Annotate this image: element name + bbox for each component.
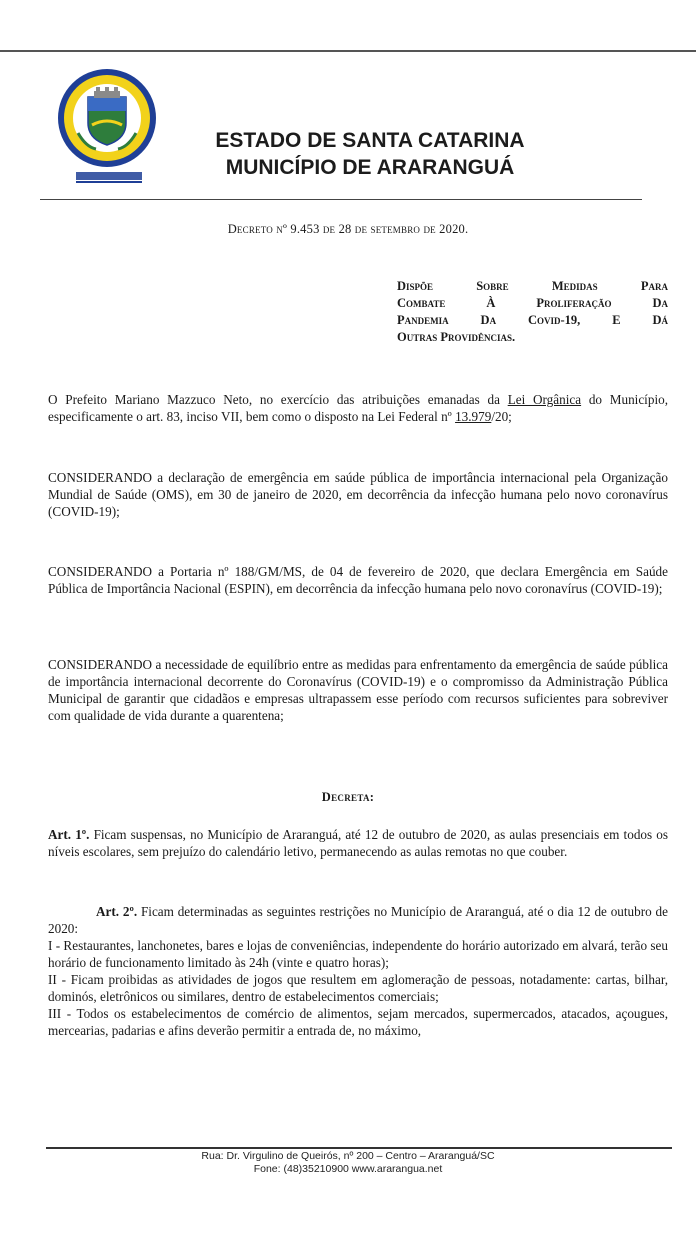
lei-organica-link[interactable]: Lei Orgânica <box>507 392 582 407</box>
footer-contact: Fone: (48)35210900 www.ararangua.net <box>253 1163 443 1175</box>
considerando-portaria <box>48 563 668 597</box>
text: do Município, especificamente o art. 83, inciso VII, bem como o disposto na Lei Federal nº <box>48 392 668 424</box>
article-text: Ficam suspensas, no Município de Araranguá, até 12 de outubro de 2020, as aulas presenciais em todos os níveis escolares, sem prejuízo do calendário letivo, permanecendo as aulas remotas no que couber. <box>48 827 668 859</box>
summary-line: Outras Providências. <box>397 330 516 344</box>
article-item: I - Restaurantes, lanchonetes, bares e lojas de conveniências, independente do horário autorizado em alvará, terão seu horário de funcionamento limitado às 24h (vinte e quatro horas); <box>48 938 668 970</box>
paragraph-text: CONSIDERANDO a declaração de emergência em saúde pública de importância internacional pela Organização Mundial de Saúde (OMS), em 30 de janeiro de 2020, em decorrência da infecção humana pelo novo coronavírus (COVID-19); <box>48 470 668 519</box>
state-name: ESTADO DE SANTA CATARINA <box>215 129 525 152</box>
lei-federal-link[interactable]: 13.979 <box>455 409 492 424</box>
article-1 <box>48 826 668 860</box>
considerando-equilibrio <box>48 656 668 724</box>
article-2 <box>48 903 668 1039</box>
article-label: Art. 1º. <box>48 827 90 842</box>
article-label: Art. 2º. <box>96 904 138 919</box>
paragraph-text: CONSIDERANDO a Portaria nº 188/GM/MS, de 04 de fevereiro de 2020, que declara Emergência em Saúde Pública de Importância Nacional (ESPIN), em decorrência da infecção humana pelo novo coronavírus (COVID-19); <box>48 564 668 596</box>
top-border <box>0 50 696 52</box>
decreta-heading: Decreta: <box>321 790 375 804</box>
text: O Prefeito Mariano Mazzuco Neto, no exercício das atribuições emanadas da <box>48 392 508 407</box>
considerando-oms <box>48 469 668 520</box>
summary-line: Pandemia Da Covid-19, E Dá <box>397 313 668 327</box>
text: /20; <box>491 409 512 424</box>
seal-caption-mark <box>76 170 142 184</box>
municipal-seal-icon <box>56 67 158 169</box>
article-item: II - Ficam proibidas as atividades de jogos que resultem em aglomeração de pessoas, notadamente: cartas, bilhar, dominós, eletrônicos ou similares, dentro de estabelecimentos comerciais; <box>48 972 668 1004</box>
summary-line: Combate À Proliferação Da <box>397 296 668 310</box>
page-footer <box>0 1150 696 1176</box>
header-divider <box>40 199 642 200</box>
paragraph-text: CONSIDERANDO a necessidade de equilíbrio entre as medidas para enfrentamento da emergência de saúde pública de importância internacional decorrente do Coronavírus (COVID-19) e o compromisso da Administração Pública Municipal de garantir que cidadãos e empresas ultrapassem esse período com recursos suficientes para sobreviver com qualidade de vida durante a quarentena; <box>48 657 668 723</box>
decree-summary <box>397 278 668 346</box>
article-item: III - Todos os estabelecimentos de comércio de alimentos, sejam mercados, supermercados, atacados, açougues, mercearias, padarias e afins deverão permitir a entrada de, no máximo, <box>48 1006 668 1038</box>
footer-address: Rua: Dr. Virgulino de Queirós, nº 200 – Centro – Araranguá/SC <box>201 1150 495 1162</box>
municipality-name: MUNICÍPIO DE ARARANGUÁ <box>225 156 515 179</box>
article-text: Ficam determinadas as seguintes restrições no Município de Araranguá, até o dia 12 de outubro de 2020: <box>48 904 668 936</box>
summary-line: Dispõe Sobre Medidas Para <box>397 279 668 293</box>
letterhead-title <box>170 127 570 181</box>
decree-number: Decreto nº 9.453 de 28 de setembro de 2020. <box>227 222 469 236</box>
footer-divider <box>46 1147 672 1149</box>
preamble-paragraph <box>48 391 668 425</box>
